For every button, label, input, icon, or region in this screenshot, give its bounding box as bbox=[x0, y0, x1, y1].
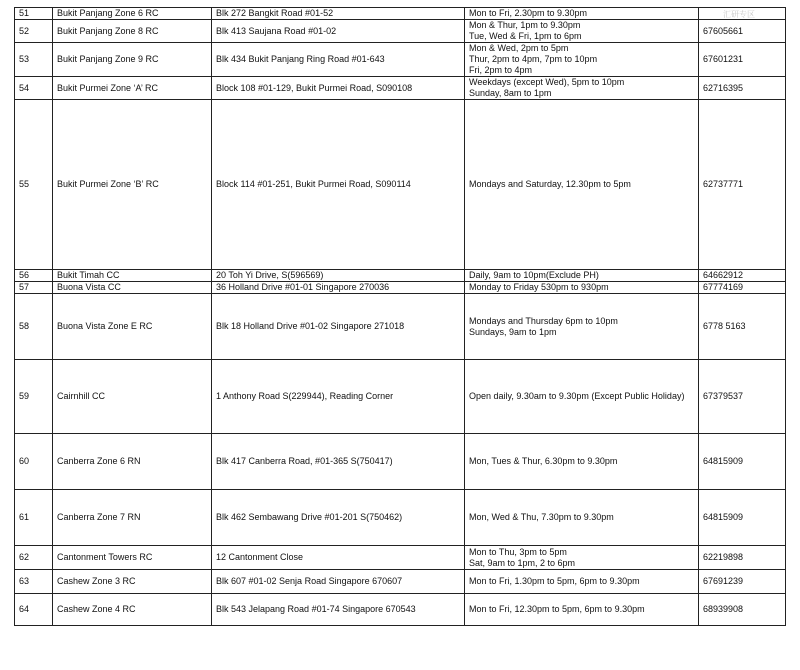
opening-hours bbox=[465, 490, 699, 546]
centre-name: Bukit Purmei Zone ‘A’ RC bbox=[53, 77, 212, 100]
opening-hours bbox=[465, 282, 699, 294]
phone-number: 67691239 bbox=[699, 570, 786, 594]
centre-name: Buona Vista CC bbox=[53, 282, 212, 294]
opening-hours-line: Mondays and Thursday 6pm to 10pm bbox=[469, 315, 618, 326]
opening-hours-line: Tue, Wed & Fri, 1pm to 6pm bbox=[469, 31, 582, 41]
opening-hours bbox=[465, 594, 699, 626]
table-row bbox=[15, 594, 786, 626]
opening-hours bbox=[465, 546, 699, 570]
table-row bbox=[15, 570, 786, 594]
centre-address: Blk 543 Jelapang Road #01-74 Singapore 670543 bbox=[212, 594, 465, 626]
opening-hours-line: Mon & Thur, 1pm to 9.30pm bbox=[469, 20, 581, 30]
table-row bbox=[15, 546, 786, 570]
table-row bbox=[15, 434, 786, 490]
table-row bbox=[15, 20, 786, 43]
opening-hours-line: Mon to Fri, 1.30pm to 5pm, 6pm to 9.30pm bbox=[469, 576, 640, 586]
opening-hours-line: Mon to Fri, 2.30pm to 9.30pm bbox=[469, 8, 588, 18]
opening-hours-line: Mondays and Saturday, 12.30pm to 5pm bbox=[469, 179, 631, 189]
opening-hours bbox=[465, 360, 699, 434]
table-row bbox=[15, 77, 786, 100]
centre-name: Cashew Zone 4 RC bbox=[53, 594, 212, 626]
row-number: 51 bbox=[15, 8, 53, 20]
phone-number: 6778 5163 bbox=[699, 294, 786, 360]
centre-name: Bukit Panjang Zone 8 RC bbox=[53, 20, 212, 43]
opening-hours-line: Open daily, 9.30am to 9.30pm (Except Public Holiday) bbox=[469, 391, 685, 401]
row-number: 56 bbox=[15, 270, 53, 282]
centre-address: 1 Anthony Road S(229944), Reading Corner bbox=[212, 360, 465, 434]
table-row bbox=[15, 43, 786, 77]
centre-address: Block 108 #01-129, Bukit Purmei Road, S090108 bbox=[212, 77, 465, 100]
opening-hours bbox=[465, 100, 699, 270]
opening-hours-line: Mon, Wed & Thu, 7.30pm to 9.30pm bbox=[469, 512, 614, 522]
centre-name: Cairnhill CC bbox=[53, 360, 212, 434]
centre-name: Buona Vista Zone E RC bbox=[53, 294, 212, 360]
centre-address: Blk 417 Canberra Road, #01-365 S(750417) bbox=[212, 434, 465, 490]
table-body bbox=[15, 8, 786, 626]
phone-number: 68939908 bbox=[699, 594, 786, 626]
centre-address: 12 Cantonment Close bbox=[212, 546, 465, 570]
opening-hours bbox=[465, 77, 699, 100]
table-row bbox=[15, 490, 786, 546]
opening-hours bbox=[465, 570, 699, 594]
phone-number: 64815909 bbox=[699, 434, 786, 490]
phone-number: 64662912 bbox=[699, 270, 786, 282]
centre-address: Blk 413 Saujana Road #01-02 bbox=[212, 20, 465, 43]
row-number: 62 bbox=[15, 546, 53, 570]
opening-hours-line: Monday to Friday 530pm to 930pm bbox=[469, 282, 609, 292]
table-row bbox=[15, 100, 786, 270]
centre-address: 36 Holland Drive #01-01 Singapore 270036 bbox=[212, 282, 465, 294]
row-number: 58 bbox=[15, 294, 53, 360]
opening-hours bbox=[465, 43, 699, 77]
centre-name: Canberra Zone 6 RN bbox=[53, 434, 212, 490]
centre-address: Blk 434 Bukit Panjang Ring Road #01-643 bbox=[212, 43, 465, 77]
table-row bbox=[15, 360, 786, 434]
watermark-text: 汇研专区 bbox=[723, 10, 755, 19]
opening-hours bbox=[465, 8, 699, 20]
centre-address: Blk 272 Bangkit Road #01-52 bbox=[212, 8, 465, 20]
row-number: 64 bbox=[15, 594, 53, 626]
opening-hours-line: Sunday, 8am to 1pm bbox=[469, 88, 552, 98]
opening-hours-line: Weekdays (except Wed), 5pm to 10pm bbox=[469, 77, 625, 87]
row-number: 63 bbox=[15, 570, 53, 594]
row-number: 59 bbox=[15, 360, 53, 434]
table-row bbox=[15, 270, 786, 282]
opening-hours-line: Mon to Fri, 12.30pm to 5pm, 6pm to 9.30pm bbox=[469, 604, 645, 614]
rc-directory-table bbox=[14, 7, 786, 626]
phone-number: 62716395 bbox=[699, 77, 786, 100]
phone-number: 64815909 bbox=[699, 490, 786, 546]
opening-hours-line: Sat, 9am to 1pm, 2 to 6pm bbox=[469, 557, 576, 568]
opening-hours-line: Mon to Thu, 3pm to 5pm bbox=[469, 546, 567, 557]
table-row bbox=[15, 294, 786, 360]
opening-hours bbox=[465, 434, 699, 490]
phone-number: 67605661 bbox=[699, 20, 786, 43]
row-number: 57 bbox=[15, 282, 53, 294]
centre-name: Cantonment Towers RC bbox=[53, 546, 212, 570]
row-number: 54 bbox=[15, 77, 53, 100]
table-row bbox=[15, 8, 786, 20]
opening-hours-line: Fri, 2pm to 4pm bbox=[469, 65, 533, 75]
opening-hours-line: Thur, 2pm to 4pm, 7pm to 10pm bbox=[469, 54, 598, 64]
opening-hours-line: Mon, Tues & Thur, 6.30pm to 9.30pm bbox=[469, 456, 618, 466]
centre-name: Bukit Panjang Zone 9 RC bbox=[53, 43, 212, 77]
centre-address: Block 114 #01-251, Bukit Purmei Road, S090114 bbox=[212, 100, 465, 270]
centre-name: Cashew Zone 3 RC bbox=[53, 570, 212, 594]
row-number: 53 bbox=[15, 43, 53, 77]
opening-hours-line: Daily, 9am to 10pm(Exclude PH) bbox=[469, 270, 599, 280]
centre-name: Canberra Zone 7 RN bbox=[53, 490, 212, 546]
row-number: 61 bbox=[15, 490, 53, 546]
centre-name: Bukit Panjang Zone 6 RC bbox=[53, 8, 212, 20]
opening-hours bbox=[465, 270, 699, 282]
centre-address: Blk 462 Sembawang Drive #01-201 S(750462) bbox=[212, 490, 465, 546]
row-number: 60 bbox=[15, 434, 53, 490]
phone-number: 67601231 bbox=[699, 43, 786, 77]
phone-number: 67774169 bbox=[699, 282, 786, 294]
centre-name: Bukit Timah CC bbox=[53, 270, 212, 282]
phone-number: 67379537 bbox=[699, 360, 786, 434]
centre-address: Blk 18 Holland Drive #01-02 Singapore 271018 bbox=[212, 294, 465, 360]
row-number: 55 bbox=[15, 100, 53, 270]
opening-hours bbox=[465, 20, 699, 43]
opening-hours bbox=[465, 294, 699, 360]
phone-number: 62219898 bbox=[699, 546, 786, 570]
table-row bbox=[15, 282, 786, 294]
opening-hours-line: Mon & Wed, 2pm to 5pm bbox=[469, 43, 569, 53]
phone-number: 62737771 bbox=[699, 100, 786, 270]
opening-hours-line: Sundays, 9am to 1pm bbox=[469, 326, 557, 337]
centre-address: 20 Toh Yi Drive, S(596569) bbox=[212, 270, 465, 282]
centre-name: Bukit Purmei Zone ‘B’ RC bbox=[53, 100, 212, 270]
row-number: 52 bbox=[15, 20, 53, 43]
centre-address: Blk 607 #01-02 Senja Road Singapore 670607 bbox=[212, 570, 465, 594]
